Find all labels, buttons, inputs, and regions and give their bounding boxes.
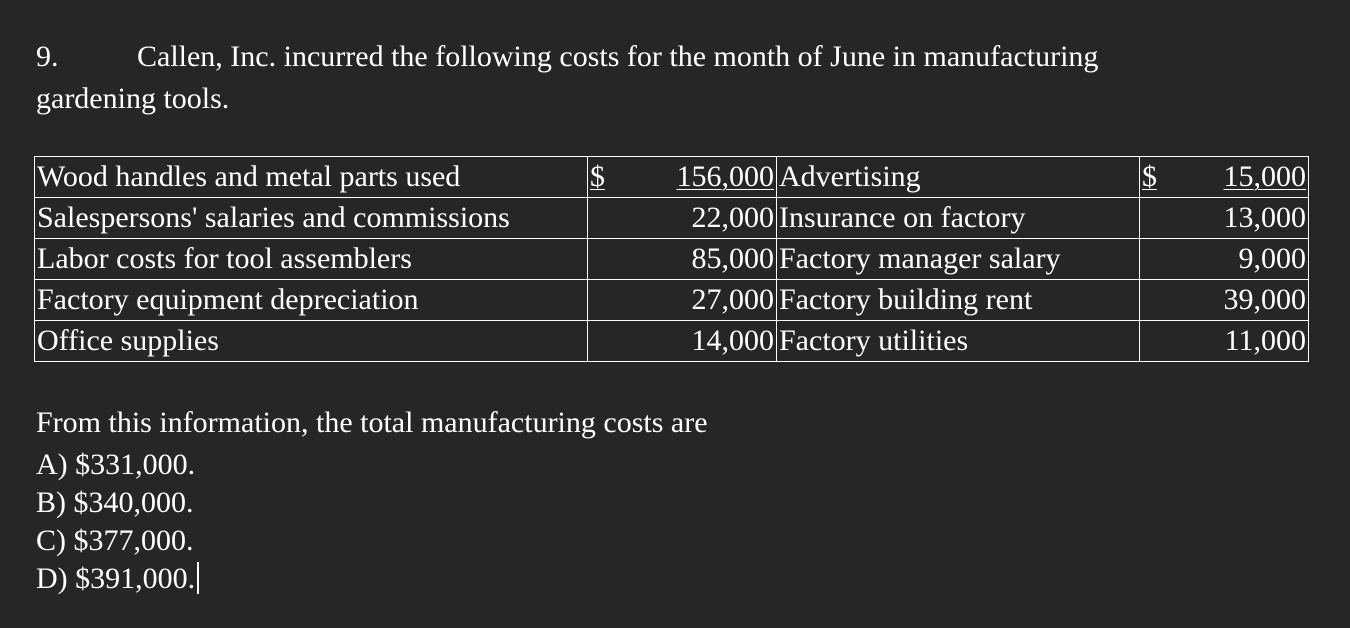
choice-label: A) $331,000. [36,448,196,481]
cost-amount: 85,000 [588,239,777,280]
table-row [35,280,1309,321]
cost-label: Factory equipment depreciation [35,280,588,321]
cost-amount: 22,000 [588,198,777,239]
choice-c[interactable] [36,522,199,560]
cost-amount [588,157,777,198]
choice-label: B) $340,000. [36,486,194,519]
cost-amount: 39,000 [1140,280,1309,321]
cost-label: Advertising [777,157,1140,198]
cost-label: Factory manager salary [777,239,1140,280]
cost-label: Factory utilities [777,321,1140,362]
amount-value: 15,000 [1223,160,1306,193]
question-number: 9. [36,40,59,73]
costs-table [34,156,1309,362]
table-row [35,321,1309,362]
question-prompt: From this information, the total manufacturing costs are [36,406,708,439]
table-row [35,157,1309,198]
cost-amount [1140,157,1309,198]
choice-d[interactable] [36,560,199,598]
currency-symbol: $ [590,160,605,193]
cost-label: Labor costs for tool assemblers [35,239,588,280]
cost-amount: 14,000 [588,321,777,362]
answer-choices [36,446,199,598]
currency-symbol: $ [1142,160,1157,193]
choice-label: C) $377,000. [36,524,194,557]
cost-label: Salespersons' salaries and commissions [35,198,588,239]
amount-value: 156,000 [676,160,774,193]
table-row [35,198,1309,239]
cost-label: Wood handles and metal parts used [35,157,588,198]
table-row [35,239,1309,280]
text-cursor [197,562,199,594]
question-text-line1: Callen, Inc. incurred the following costs for the month of June in manufacturing [137,40,1099,73]
question-text-line2: gardening tools. [36,82,230,115]
choice-b[interactable] [36,484,199,522]
choice-label: D) $391,000. [36,562,196,595]
cost-amount: 13,000 [1140,198,1309,239]
cost-amount: 11,000 [1140,321,1309,362]
cost-amount: 27,000 [588,280,777,321]
cost-label: Factory building rent [777,280,1140,321]
choice-a[interactable] [36,446,199,484]
cost-amount: 9,000 [1140,239,1309,280]
cost-label: Insurance on factory [777,198,1140,239]
cost-label: Office supplies [35,321,588,362]
